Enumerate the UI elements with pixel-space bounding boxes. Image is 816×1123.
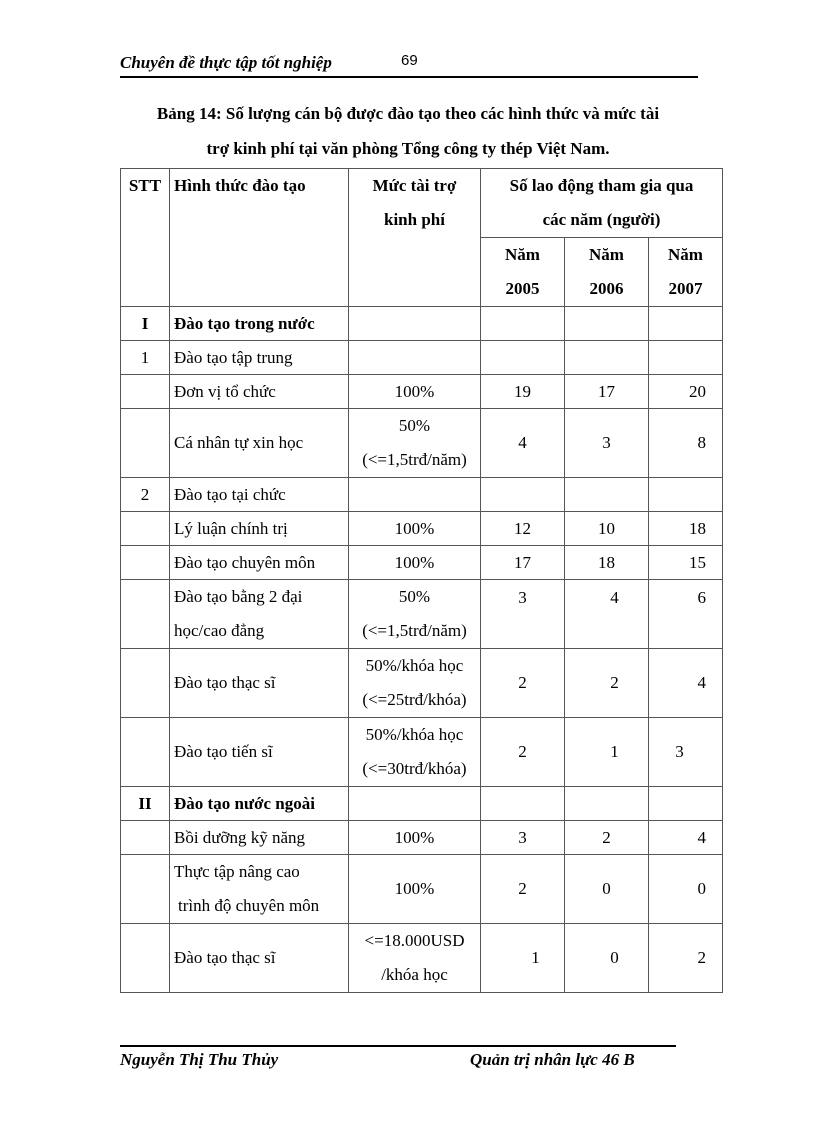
- table-row: Đơn vị tổ chức 100% 19 17 20: [121, 375, 723, 409]
- table-row: II Đào tạo nước ngoài: [121, 787, 723, 821]
- table-row: I Đào tạo trong nước: [121, 307, 723, 341]
- header-stt: STT: [121, 169, 170, 307]
- table-row: Bồi dưỡng kỹ năng 100% 3 2 4: [121, 821, 723, 855]
- table-row: Đào tạo thạc sĩ <=18.000USD /khóa học 1 0 2: [121, 924, 723, 993]
- header-year-2006: Năm 2006: [565, 238, 649, 307]
- header-year-2005: Năm 2005: [481, 238, 565, 307]
- table-row: Thực tập nâng cao trình độ chuyên môn 100% 2 0 0: [121, 855, 723, 924]
- table-row: 1 Đào tạo tập trung: [121, 341, 723, 375]
- training-table: [120, 168, 723, 993]
- table-row: Lý luận chính trị 100% 12 10 18: [121, 512, 723, 546]
- table-row: Đào tạo bằng 2 đại học/cao đẳng 50% (<=1,5trđ/năm) 3 4 6: [121, 580, 723, 649]
- header-year-2007: Năm 2007: [649, 238, 723, 307]
- footer-author: Nguyễn Thị Thu Thủy: [120, 1050, 279, 1069]
- table-row: 2 Đào tạo tại chức: [121, 478, 723, 512]
- table-caption-line1: Bảng 14: Số lượng cán bộ được đào tạo theo các hình thức và mức tài: [156, 104, 660, 123]
- page-header: [120, 50, 698, 78]
- table-caption-line2: trợ kinh phí tại văn phòng Tổng công ty thép Việt Nam.: [206, 139, 610, 158]
- footer-rule: [120, 1045, 676, 1047]
- table-row: Đào tạo thạc sĩ 50%/khóa học (<=25trđ/khóa) 2 2 4: [121, 649, 723, 718]
- header-training-form: Hình thức đào tạo: [170, 169, 349, 307]
- table-row: Đào tạo chuyên môn 100% 17 18 15: [121, 546, 723, 580]
- header-rule: [120, 76, 698, 78]
- table-row: Đào tạo tiến sĩ 50%/khóa học (<=30trđ/khóa) 2 1 3: [121, 718, 723, 787]
- page-number: 69: [401, 52, 418, 69]
- header-funding: Mức tài trợ kinh phí: [349, 169, 481, 307]
- header-participants: Số lao động tham gia qua các năm (người): [481, 169, 723, 238]
- footer-class: Quản trị nhân lực 46 B: [470, 1050, 635, 1069]
- table-row: Cá nhân tự xin học 50% (<=1,5trđ/năm) 4 3 8: [121, 409, 723, 478]
- header-title: Chuyên đề thực tập tốt nghiệp: [120, 53, 332, 72]
